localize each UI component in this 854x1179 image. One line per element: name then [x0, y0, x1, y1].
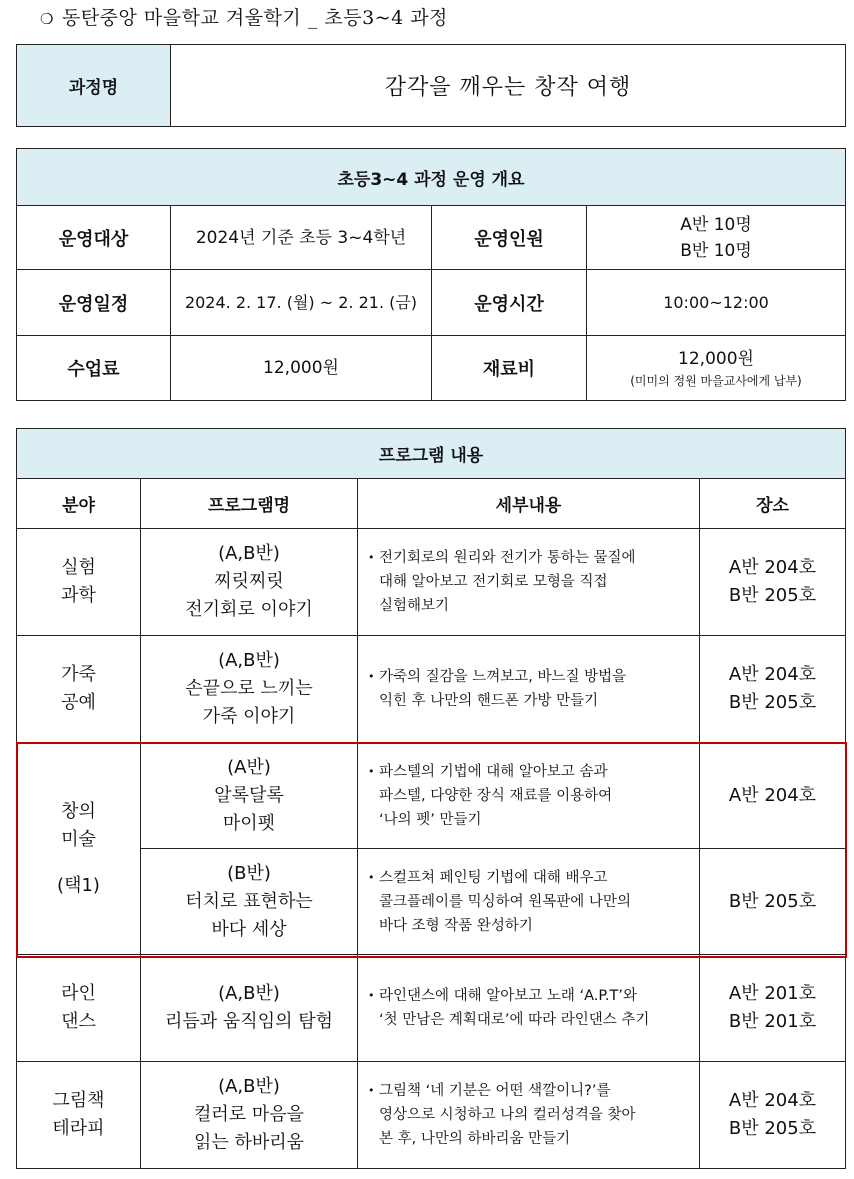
detail-line: 파스텔의 기법에 대해 알아보고 솜과 — [379, 763, 608, 780]
bullet-icon: • — [368, 764, 375, 778]
place-line: A반 204호 — [728, 784, 817, 806]
program-row — [17, 636, 846, 743]
place-line: A반 204호 — [728, 1090, 817, 1111]
material-note: (미미의 정원 마을교사에게 납부) — [630, 374, 802, 388]
detail-line: 바다 조형 작품 완성하기 — [379, 917, 533, 934]
bullet-icon: • — [368, 670, 375, 683]
header-place: 장소 — [700, 479, 846, 529]
time-label: 운영시간 — [432, 270, 587, 336]
detail-line: 그림책 ‘네 기분은 어떤 색깔이니?’를 — [379, 1083, 611, 1099]
program-name-cell — [141, 529, 358, 636]
program-name-line: 읽는 하바리움 — [193, 1132, 305, 1153]
program-name-line: 컬러로 마음을 — [193, 1104, 305, 1125]
detail-cell — [358, 636, 700, 743]
program-name-cell — [141, 849, 358, 955]
detail-line: 익힌 후 나만의 핸드폰 가방 만들기 — [379, 693, 599, 709]
place-cell — [700, 636, 846, 743]
time-value: 10:00~12:00 — [587, 270, 846, 336]
program-class: (A,B반) — [218, 650, 280, 671]
detail-cell — [358, 849, 700, 955]
schedule-label: 운영일정 — [17, 270, 171, 336]
detail-line: 대해 알아보고 전기회로 모형을 직접 — [379, 574, 608, 590]
field-choice-note: (택1) — [57, 874, 100, 896]
detail-line: 전기회로의 원리와 전기가 통하는 물질에 — [379, 550, 636, 566]
material-label: 재료비 — [432, 336, 587, 401]
program-title: 프로그램 내용 — [17, 429, 846, 479]
bullet-icon: • — [368, 1084, 375, 1097]
detail-line: 파스텔, 다양한 장식 재료를 이용하여 — [379, 787, 613, 804]
headcount-value — [587, 206, 846, 270]
bullet-icon: • — [368, 989, 375, 1002]
program-name-line: 전기회로 이야기 — [185, 599, 313, 620]
target-value: 2024년 기준 초등 3~4학년 — [171, 206, 432, 270]
place-cell — [700, 955, 846, 1062]
place-cell — [700, 849, 846, 955]
field-line: 실험 — [61, 557, 96, 578]
place-line: A반 204호 — [728, 664, 817, 685]
program-row — [17, 1062, 846, 1169]
program-name-cell — [141, 743, 358, 849]
place-line: B반 201호 — [728, 1011, 817, 1032]
place-line: B반 205호 — [728, 692, 817, 713]
field-line: 가죽 — [61, 664, 96, 685]
course-title: 감각을 깨우는 창작 여행 — [171, 45, 846, 127]
program-name-cell — [141, 1062, 358, 1169]
program-name-line: 찌릿찌릿 — [214, 571, 284, 592]
place-cell — [700, 1062, 846, 1169]
detail-cell — [358, 743, 700, 849]
detail-cell — [358, 529, 700, 636]
program-row — [17, 849, 846, 955]
header-details: 세부내용 — [358, 479, 700, 529]
overview-title: 초등3~4 과정 운영 개요 — [17, 149, 846, 206]
program-name-line: 터치로 표현하는 — [185, 890, 313, 912]
detail-cell — [358, 1062, 700, 1169]
header-field: 분야 — [17, 479, 141, 529]
page-heading — [40, 4, 448, 32]
fee-label: 수업료 — [17, 336, 171, 401]
headcount-label: 운영인원 — [432, 206, 587, 270]
overview-table — [16, 148, 846, 401]
place-line: A반 204호 — [728, 557, 817, 578]
course-name-label: 과정명 — [17, 45, 171, 127]
program-name-line: 가죽 이야기 — [202, 706, 296, 727]
program-name-line: 마이펫 — [222, 812, 276, 834]
detail-line: ‘첫 만남은 계획대로’에 따라 라인댄스 추기 — [379, 1012, 650, 1028]
program-class: (B반) — [227, 862, 271, 884]
field-line: 그림책 — [52, 1090, 105, 1111]
bullet-icon: • — [368, 870, 375, 884]
detail-cell — [358, 955, 700, 1062]
detail-line: 라인댄스에 대해 알아보고 노래 ‘A.P.T’와 — [379, 988, 637, 1004]
program-name-line: 손끝으로 느끼는 — [185, 678, 313, 699]
fee-value: 12,000원 — [171, 336, 432, 401]
program-class: (A,B반) — [218, 1076, 280, 1097]
detail-line: ‘나의 펫’ 만들기 — [379, 811, 482, 828]
field-line: 과학 — [61, 585, 96, 606]
field-line: 공예 — [61, 692, 96, 713]
field-line: 창의 — [61, 800, 96, 822]
headcount-a: A반 10명 — [680, 214, 752, 235]
program-row — [17, 529, 846, 636]
detail-line: 영상으로 시청하고 나의 컬러성격을 찾아 — [379, 1107, 636, 1123]
field-cell — [17, 955, 141, 1062]
detail-line: 스컬프쳐 페인팅 기법에 대해 배우고 — [379, 869, 608, 886]
detail-line: 본 후, 나만의 하바리움 만들기 — [379, 1131, 571, 1147]
program-name-cell — [141, 955, 358, 1062]
place-line: A반 201호 — [728, 983, 817, 1004]
place-line: B반 205호 — [728, 890, 817, 912]
program-row — [17, 743, 846, 849]
detail-line: 가죽의 질감을 느껴보고, 바느질 방법을 — [379, 669, 627, 685]
field-line: 댄스 — [61, 1011, 96, 1032]
headcount-b: B반 10명 — [680, 240, 752, 261]
program-row — [17, 955, 846, 1062]
place-line: B반 205호 — [728, 585, 817, 606]
field-line: 미술 — [61, 828, 96, 850]
program-table — [16, 428, 846, 1169]
material-fee: 12,000원 — [678, 349, 754, 369]
target-label: 운영대상 — [17, 206, 171, 270]
circle-bullet-icon: ❍ — [40, 10, 54, 28]
field-cell — [17, 529, 141, 636]
detail-line: 콜크플레이를 믹싱하여 원목판에 나만의 — [379, 893, 631, 910]
heading-text: 동탄중앙 마을학교 겨울학기 _ 초등3~4 과정 — [61, 7, 448, 29]
place-cell — [700, 743, 846, 849]
place-line: B반 205호 — [728, 1118, 817, 1139]
field-cell — [17, 636, 141, 743]
program-name-line: 리듬과 움직임의 탐험 — [165, 1011, 333, 1032]
field-line: 라인 — [61, 983, 96, 1004]
place-cell — [700, 529, 846, 636]
program-name-line: 알록달록 — [214, 784, 284, 806]
course-name-table — [16, 44, 846, 127]
field-line: 테라피 — [52, 1118, 105, 1139]
header-program-name: 프로그램명 — [141, 479, 358, 529]
program-class: (A,B반) — [218, 983, 280, 1004]
program-name-line: 바다 세상 — [211, 918, 287, 940]
material-value — [587, 336, 846, 401]
field-cell — [17, 1062, 141, 1169]
program-name-cell — [141, 636, 358, 743]
field-cell — [17, 743, 141, 955]
bullet-icon: • — [368, 551, 375, 564]
program-class: (A,B반) — [218, 543, 280, 564]
program-class: (A반) — [227, 756, 271, 778]
schedule-value: 2024. 2. 17. (월) ~ 2. 21. (금) — [171, 270, 432, 336]
detail-line: 실험해보기 — [379, 598, 450, 614]
